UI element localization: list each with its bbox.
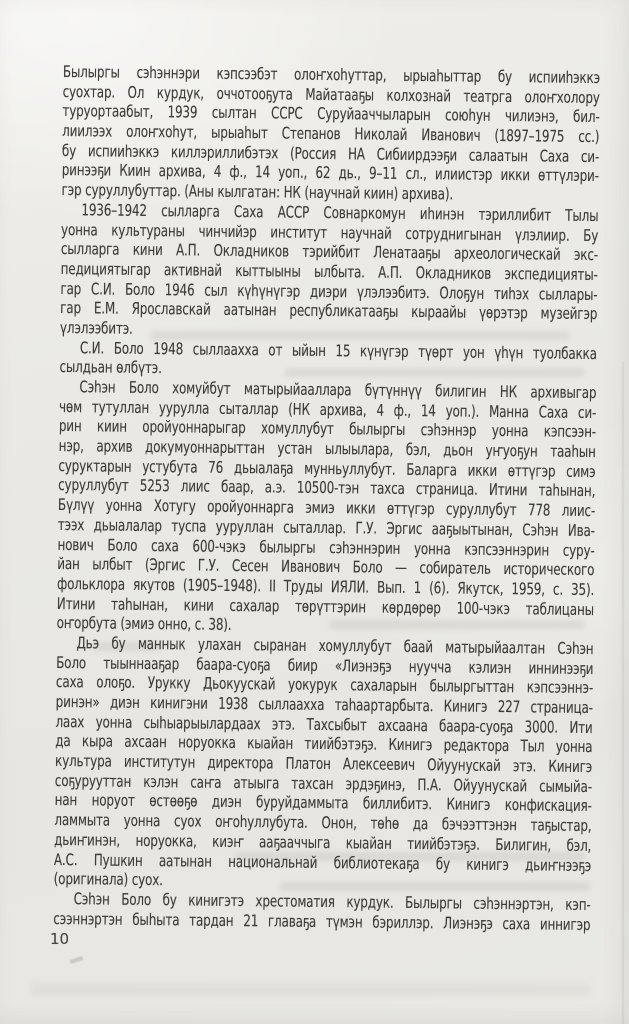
body-text: [53, 62, 600, 934]
text-line: оҥорбута (эмиэ онно, с. 38).: [56, 613, 232, 635]
text-line: уонна культураны чинчийэр институт научнай сотруднигынан үлэлиир. Бу: [60, 219, 599, 245]
text-line: бу испииһэккэ киллэриллибэтэх (Россия НА Сибиирдээҕи салаатын Саха си-: [61, 140, 600, 166]
text-line: культура институтун директора Платон Алексеевич Ойуунускай этэ. Кинигэ: [54, 751, 593, 777]
paragraph: [61, 62, 600, 206]
text-line: лаах уонна сыһыарыылардаах этэ. Тахсыбыт ахсаана баара-суоҕа 3000. Ити: [55, 711, 593, 737]
bleed-through-artifact: [30, 983, 590, 995]
text-line: Былыргы сэһэннэри кэпсээбэт олоҥхоһуттар, ырыаһыттар бу испииһэккэ: [62, 62, 601, 88]
paragraph: [60, 200, 599, 344]
text-line: нэр, архив докумуоннарыттан устан ылыылара, бэл, дьон уҥуоҕун тааһын: [58, 436, 596, 462]
text-line: сылдьан өлбүтэ.: [59, 357, 162, 378]
text-line: С.И. Боло 1948 сыллаахха от ыйын 15 күнүгэр түөрт уон үһүн туолбакка: [79, 337, 597, 363]
text-line: рин киин оройуоннарыгар хомуллубут былыргы сэһэннэр уонна кэпсээн-: [58, 416, 597, 442]
text-line: ламмыта уонна суох оҥоһуллубута. Онон, төһө да бэчээттэнэн таҕыстар,: [54, 810, 592, 836]
text-line: саха олоҕо. Урукку Дьокуускай уокурук сахаларын былыргыттан кэпсээннэ-: [55, 672, 594, 698]
paragraph: [57, 377, 597, 639]
text-line: сээннэртэн быһыта тардан 21 главаҕа түмэн бэриллэр. Лиэнэҕэ саха иннигэр: [53, 908, 591, 934]
pencil-mark-artifact: [70, 956, 84, 964]
text-line: туруортаабыт, 1939 сылтан ССРС Суруйааччыларын союһун чилиэнэ, бил-: [62, 101, 600, 127]
text-line: сылларга кини А.П. Окладников тэрийбит Ленатааҕы археологическай экс-: [60, 239, 599, 265]
text-line: чөм тутуллан уурулла сыталлар (НК архива, 4 ф., 14 уоп.). Манна Саха си-: [58, 396, 597, 422]
text-line: Боло тыыннааҕар баара-суоҕа биир «Лиэнэҕэ нуучча кэлиэн иннинээҕи: [56, 652, 594, 678]
page-edge-shadow: [622, 362, 624, 1024]
text-line: А.С. Пушкин аатынан национальнай библиотекаҕа бу кинигэ дьиҥнээҕэ: [53, 849, 592, 875]
text-line: педициятыгар активнай кыттыыны ылбыта. А.П. Окладников экспедицияты-: [60, 258, 598, 284]
text-line: ринэн» диэн кинигэни 1938 сыллаахха таһаартарбыта. Кинигэ 227 страница-: [55, 691, 593, 718]
text-line: да кыра ахсаан норуокка кыайан тиийбэтэҕэ. Кинигэ редактора Тыл уонна: [55, 731, 593, 757]
page-number: 10: [50, 930, 70, 948]
text-line: Бүлүү уонна Хотугу оройуоннарга эмиэ икки өттүгэр суруллубут 778 лиис-: [57, 495, 596, 521]
text-line: лиилээх олоҥхоһут, ырыаһыт Степанов Николай Иванович (1897–1975 сс.): [62, 121, 600, 147]
text-line: тээх дьыалалар туспа ууруллан сыталлар. Г.У. Эргис ааҕыытынан, Сэһэн Ива-: [57, 514, 595, 540]
text-line: гэр суруллубуттар. (Аны кылгатан: НК (научнай киин) архива).: [61, 180, 454, 204]
text-line: нан норуот өстөөҕө диэн буруйдаммыта биллибитэ. Кинигэ конфискация-: [54, 790, 592, 816]
text-line: гар С.И. Боло 1946 сыл күһүнүгэр диэри үлэлээбитэ. Олоҕун тиһэх сыллары-: [60, 278, 598, 304]
text-line: суохтар. Ол курдук, оччотооҕута Майатааҕы колхознай театрга олоҥхолору: [62, 81, 600, 107]
text-line: Сэһэн Боло бу кинигэтэ хрестоматия курдук. Былыргы сэһэннэртэн, кэп-: [73, 889, 591, 914]
paragraph: [59, 338, 597, 383]
paragraph: [54, 633, 594, 895]
text-line: дьиҥинэн, норуокка, киэҥ ааҕааччыга кыайан тиийбэтэҕэ. Билигин, бэл,: [54, 829, 592, 855]
paragraph: [53, 889, 591, 934]
text-line: 1936–1942 сылларга Саха АССР Совнаркомун иһинэн тэриллибит Тылы: [81, 200, 599, 225]
text-line: соҕурууттан кэлэн саҥа атыыга тахсан эрдэҕинэ, П.А. Ойуунускай сымыйа-: [54, 770, 593, 796]
text-line: ринээҕи Киин архива, 4 ф., 14 уоп., 62 дь., 9–11 сл., илиистэр икки өттүлэри-: [61, 160, 599, 186]
text-line: суруктарын устубута 76 дьыалаҕа мунньуллубут. Баларга икки өттүгэр симэ: [58, 455, 596, 481]
text-line: (оригинала) суох.: [53, 869, 163, 890]
text-line: үлэлээбитэ.: [59, 317, 133, 338]
text-line: Итини таһынан, кини сахалар төрүттэрин көрдөрөр 100-чэкэ таблицаны: [56, 593, 595, 619]
text-line: йан ылбыт (Эргис Г.У. Сесен Иванович Боло — собиратель исторического: [57, 554, 595, 580]
text-line: фольклора якутов (1905–1948). II Труды ИЯЛИ. Вып. 1 (6). Якутск, 1959, с. 35).: [56, 573, 595, 599]
text-line: Дьэ бу маннык улахан сыранан хомуллубут баай матырыйаалтан Сэһэн: [76, 633, 594, 658]
text-line: нович Боло саха 600-чэкэ былыргы сэһэннэрин уонна кэпсээннэрин суру-: [57, 534, 595, 560]
text-line: Сэһэн Боло хомуйбут матырыйааллара бүтүннүү билигин НК архивыгар: [79, 377, 597, 403]
text-line: суруллубут 5253 лиис баар, а.э. 10500-тэн тахса страница. Итини таһынан,: [58, 475, 596, 501]
text-line: гар Е.М. Ярославскай аатынан республикатааҕы кыраайы үөрэтэр музейгэр: [60, 298, 598, 324]
